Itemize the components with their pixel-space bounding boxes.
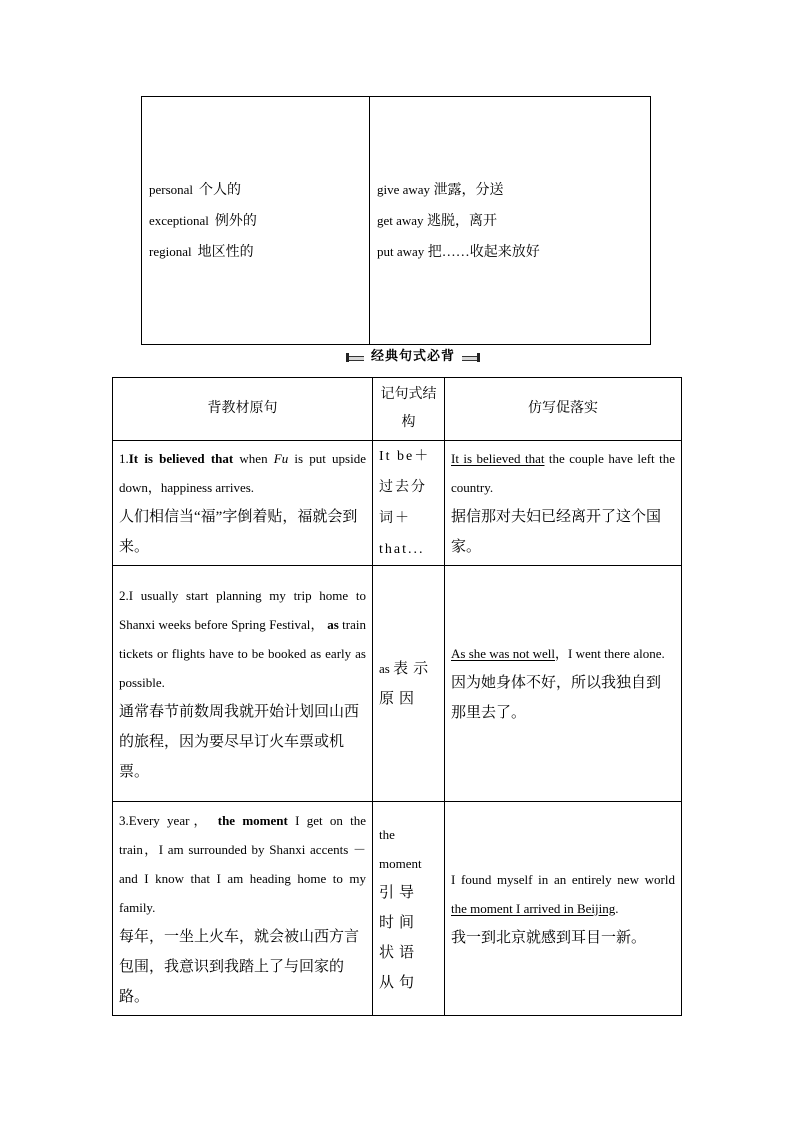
- italic-word: Fu: [273, 451, 289, 466]
- original-en: [119, 581, 366, 697]
- text-fragment: is put upside down，happiness arrives.: [119, 451, 366, 495]
- practice-zh: 我一到北京就感到耳目一新。: [451, 929, 647, 946]
- text-fragment: I found myself in an entirely new world: [451, 871, 675, 887]
- practice-en: [451, 444, 675, 502]
- structure-cell: [373, 441, 445, 566]
- structure-meaning: 引导时间状语从句: [379, 884, 420, 991]
- underlined-phrase: As she was not well: [451, 646, 555, 661]
- text-fragment: when: [233, 451, 274, 466]
- vocab-left-column: [142, 97, 370, 344]
- original-sentence-cell: [113, 802, 373, 1016]
- structure-cell: [373, 566, 445, 802]
- structure-text: [379, 820, 438, 998]
- practice-cell: [445, 566, 682, 802]
- text-fragment: I get on the train，I am surrounded by Shanxi accents － and I know that I am heading home to my family.: [119, 812, 367, 915]
- practice-zh: 因为她身体不好，所以我独自到那里去了。: [451, 675, 662, 721]
- section-title: 经典句式必背: [364, 349, 462, 365]
- table-row: [113, 441, 682, 566]
- vocab-item: [149, 205, 369, 236]
- original-sentence-cell: [113, 441, 373, 566]
- structure-keyword: the moment: [379, 826, 422, 871]
- table-row: [113, 802, 682, 1016]
- text-fragment: I usually start planning my trip home to Shanxi weeks before Spring Festival，: [119, 587, 366, 632]
- text-fragment: the couple have left the country.: [451, 451, 675, 495]
- phrase-meaning: 把……收起来放好: [427, 245, 540, 260]
- key-phrase: It is believed that: [128, 451, 234, 466]
- original-en: [119, 806, 366, 922]
- header-original: 背教材原句: [113, 378, 373, 441]
- text-fragment: .: [615, 900, 619, 916]
- practice-cell: [445, 802, 682, 1016]
- original-zh: 人们相信当“福”字倒着贴，福就会到来。: [119, 509, 358, 555]
- original-zh: 每年，一坐上火车，就会被山西方言包围，我意识到我踏上了与回家的路。: [119, 928, 360, 1005]
- table-header-row: [113, 378, 682, 441]
- underlined-phrase: the moment I arrived in Beijing: [451, 900, 616, 916]
- structure-keyword: as: [379, 660, 390, 676]
- vocab-item: [149, 174, 369, 205]
- vocab-meaning: 例外的: [214, 214, 257, 229]
- vocab-right-column: [370, 97, 650, 344]
- vocab-meaning: 地区性的: [197, 245, 254, 260]
- banner-cap-left: [346, 353, 349, 362]
- text-fragment: ，I went there alone.: [555, 646, 665, 661]
- vocab-word: regional: [149, 244, 192, 259]
- text-fragment: Every year，: [128, 812, 211, 828]
- sentence-table: [112, 377, 682, 1016]
- key-phrase: the moment: [217, 812, 288, 828]
- practice-cell: [445, 441, 682, 566]
- text-fragment: train tickets or flights have to be booked as early as possible.: [119, 616, 367, 690]
- item-number: 3.: [119, 812, 129, 828]
- table-row: [113, 566, 682, 802]
- vocab-item: [377, 205, 650, 236]
- vocab-word: personal: [149, 182, 194, 197]
- vocab-word: exceptional: [149, 213, 209, 228]
- banner-cap-right: [477, 353, 480, 362]
- practice-en: [451, 639, 675, 668]
- vocab-meaning: 个人的: [199, 183, 242, 198]
- practice-zh: 据信那对夫妇已经离开了这个国家。: [451, 509, 662, 555]
- section-banner: [346, 349, 480, 365]
- underlined-phrase: It is believed that: [451, 451, 545, 466]
- phrase: give away: [377, 182, 431, 197]
- header-practice: 仿写促落实: [445, 378, 682, 441]
- item-number: 2.: [119, 587, 129, 603]
- vocab-item: [377, 236, 650, 267]
- structure-meaning: 表示原因: [379, 660, 434, 707]
- phrase: put away: [377, 244, 425, 259]
- phrase: get away: [377, 213, 424, 228]
- structure-text: It be＋过去分词＋that...: [379, 449, 431, 557]
- original-sentence-cell: [113, 566, 373, 802]
- key-phrase: as: [327, 616, 339, 632]
- structure-cell: [373, 802, 445, 1016]
- item-number: 1.: [119, 451, 129, 466]
- structure-text: [379, 654, 438, 714]
- vocab-item: [149, 236, 369, 267]
- header-structure: 记句式结构: [373, 378, 445, 441]
- vocabulary-box: [141, 96, 651, 345]
- original-en: [119, 444, 366, 502]
- vocab-item: [377, 174, 650, 205]
- practice-en: [451, 865, 675, 923]
- phrase-meaning: 逃脱，离开: [427, 214, 498, 229]
- original-zh: 通常春节前数周我就开始计划回山西的旅程，因为要尽早订火车票或机票。: [119, 703, 360, 780]
- phrase-meaning: 泄露，分送: [433, 183, 504, 198]
